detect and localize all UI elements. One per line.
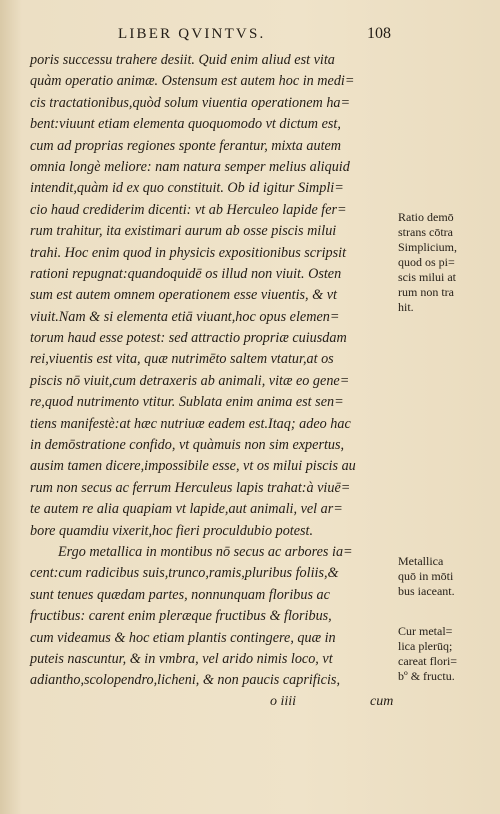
main-text-block — [30, 50, 402, 692]
text-line: sum est autem omnem operationem esse viuentis, & vt — [30, 287, 337, 304]
text-line: fructibus: carent enim pleræque fructibus & floribus, — [30, 608, 332, 625]
running-title: LIBER QVINTVS. — [118, 26, 266, 42]
text-line: in demōstratione confido, vt quàmuis non sim expertus, — [30, 437, 345, 454]
text-line: trahi. Hoc enim quod in physicis expositionibus scripsit — [30, 244, 347, 261]
text-line: rum trahitur, ita existimari aurum ab osse piscis milui — [30, 223, 337, 240]
text-line: cum ad proprias regiones sponte ferantur, mixta autem — [30, 137, 342, 154]
marginal-note-line: bus iaceant. — [398, 584, 455, 598]
marginal-note-line: quō in mōti — [398, 569, 454, 583]
running-header — [0, 24, 500, 48]
marginal-note-line: rum non tra — [398, 285, 454, 299]
text-line: tiens manifestè:at hæc nutriuæ eadem est.Itaq; adeo hac — [30, 415, 351, 432]
text-line: cio haud crediderim dicenti: vt ab Herculeo lapide fer= — [30, 201, 347, 218]
text-line: sunt tenues quædam partes, nonnunquam floribus ac — [30, 586, 330, 603]
text-line: cent:cum radicibus suis,trunco,ramis,pluribus foliis,& — [30, 565, 339, 582]
text-line: bore quamdiu vixerit,hoc fieri proculdubio potest. — [30, 522, 314, 539]
signature-mark: o iiii — [270, 694, 297, 709]
text-line: cum videamus & hoc etiam plantis contingere, quæ in — [30, 629, 336, 646]
text-line: poris successu trahere desiit. Quid enim aliud est vita — [30, 52, 335, 68]
marginal-note — [398, 210, 494, 315]
marginal-note-line: Metallica — [398, 554, 444, 568]
marginal-note-line: lica plerūq; — [398, 639, 453, 653]
text-line: bent:viuunt etiam elementa quoquomodo vt dictum est, — [30, 116, 341, 133]
text-line: ausim tamen dicere,impossibile esse, vt os milui piscis au — [30, 458, 356, 475]
text-line-paragraph-start: Ergo metallica in montibus nō secus ac arbores ia= — [58, 543, 353, 560]
text-line: rationi repugnat:quandoquidē os illud non viuit. Osten — [30, 265, 342, 282]
text-line: re,quod nutrimento vtitur. Sublata enim anima est sen= — [30, 394, 344, 411]
text-line: torum haud esse potest: sed attractio propriæ cuiusdam — [30, 330, 347, 347]
text-line: rei,viuentis est vita, quæ nutrimēto saltem vtatur,at os — [30, 351, 334, 368]
text-line: viuit.Nam & si elementa etiā viuant,hoc opus elemen= — [30, 308, 340, 325]
text-line: adiantho,scolopendro,licheni, & non paucis caprificis, — [30, 672, 340, 689]
marginal-note-line: scis milui at — [398, 270, 456, 284]
marginal-note-line: bº & fructu. — [398, 669, 455, 683]
text-line: omnia longè meliore: nam natura semper melius aliquid — [30, 158, 350, 175]
text-line: puteis nascuntur, & in vmbra, vel arido nimis loco, vt — [30, 650, 333, 667]
catchword: cum — [370, 694, 394, 709]
text-line: te autem re alia quapiam vt lapide,aut animali, vel ar= — [30, 501, 343, 518]
page-number: 108 — [367, 25, 391, 42]
marginal-note — [398, 554, 494, 599]
text-line: rum non secus ac ferrum Herculeus lapis trahat:à viuē= — [30, 479, 351, 496]
marginal-note-line: hit. — [398, 300, 414, 314]
text-line: intendit,quàm id ex quo constituit. Ob id igitur Simpli= — [30, 180, 344, 197]
page-footer — [0, 694, 500, 716]
marginal-note-line: Ratio demō — [398, 210, 454, 224]
text-line: cis tractationibus,quòd solum viuentia operationem ha= — [30, 94, 351, 111]
marginal-note-line: careat flori= — [398, 654, 458, 668]
text-line: piscis nō viuit,cum detraxeris ab animali, vitæ eo gene= — [30, 372, 350, 389]
text-line: quàm operatio animæ. Ostensum est autem hoc in medi= — [30, 73, 355, 90]
marginal-note-line: quod os pi= — [398, 255, 455, 269]
marginal-note-line: Cur metal= — [398, 624, 453, 638]
marginal-note-line: Simplicium, — [398, 240, 458, 254]
marginal-note — [398, 624, 494, 684]
marginal-note-line: strans cōtra — [398, 225, 453, 239]
